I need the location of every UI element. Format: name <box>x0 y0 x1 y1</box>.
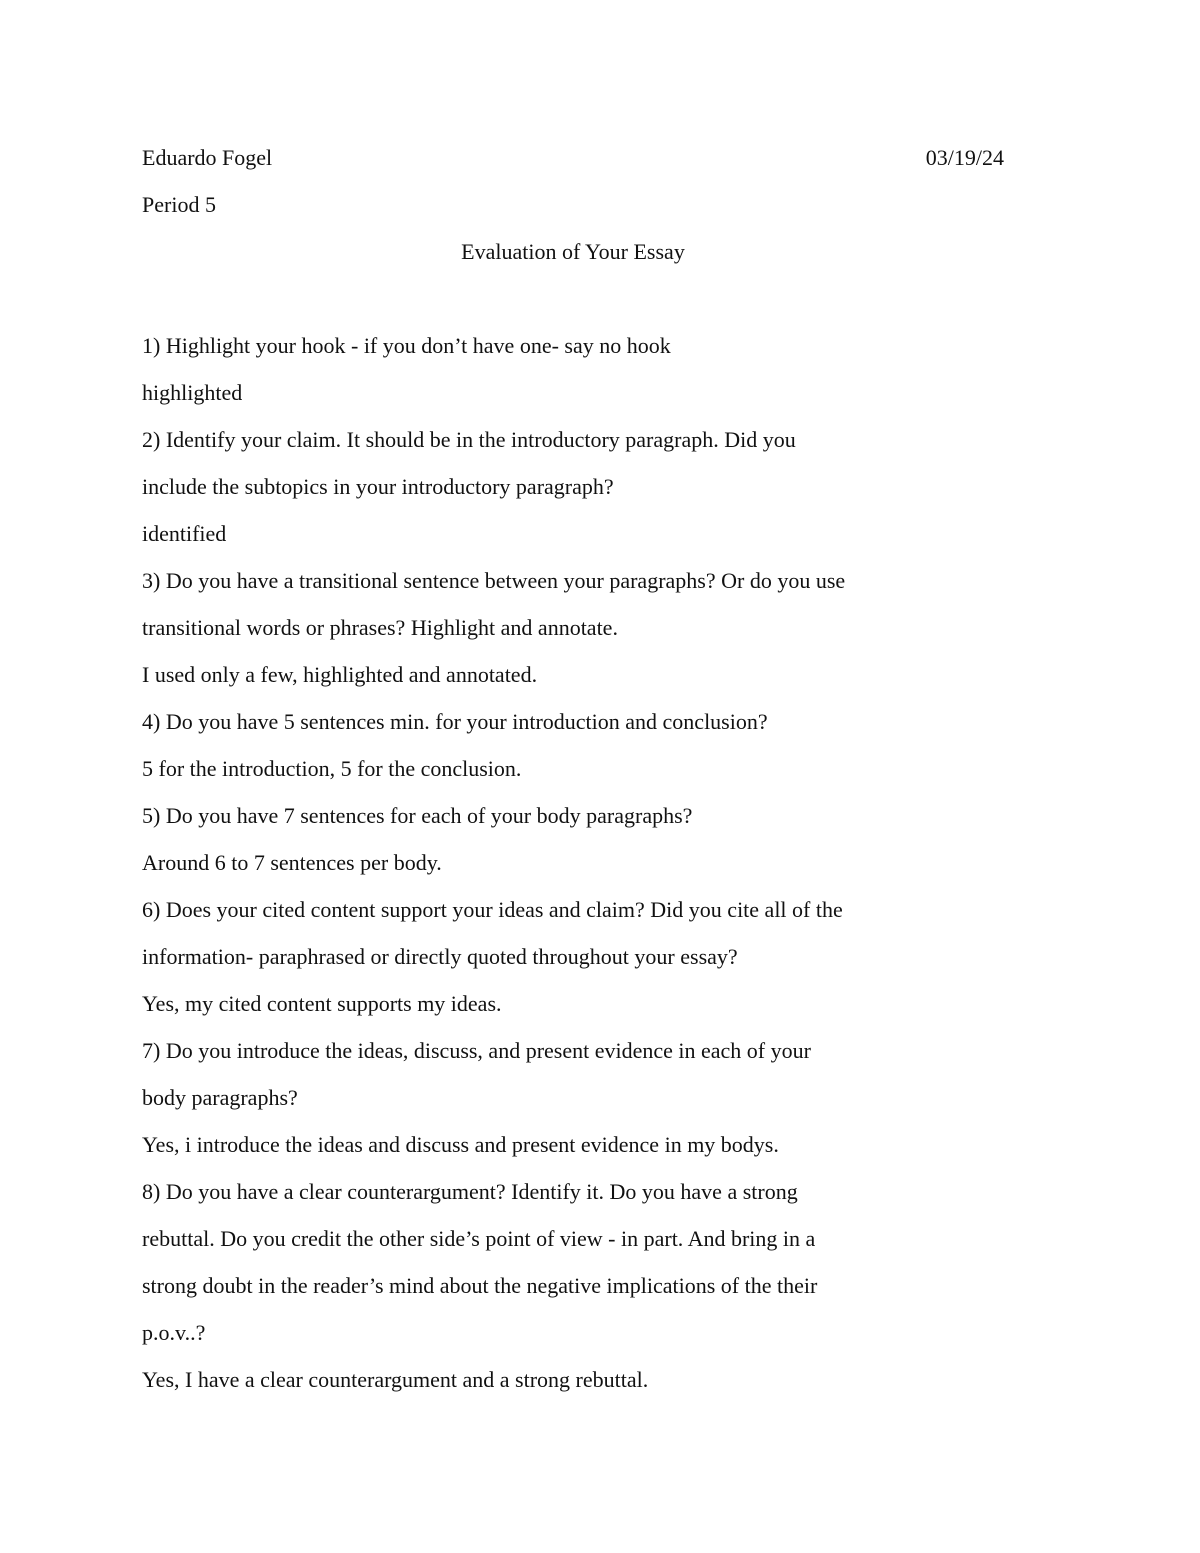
text-line: 7) Do you introduce the ideas, discuss, and present evidence in each of your <box>142 1038 811 1063</box>
text-line: 3) Do you have a transitional sentence between your paragraphs? Or do you use <box>142 568 846 593</box>
text-line: 1) Highlight your hook - if you don’t have one- say no hook <box>142 333 671 358</box>
student-name: Eduardo Fogel <box>142 145 273 170</box>
text-line: Yes, I have a clear counterargument and a strong rebuttal. <box>142 1367 649 1392</box>
text-line: identified <box>142 521 227 546</box>
text-line: transitional words or phrases? Highlight and annotate. <box>142 615 618 640</box>
text-line: I used only a few, highlighted and annotated. <box>142 662 538 687</box>
text-line: 5 for the introduction, 5 for the conclusion. <box>142 756 522 781</box>
text-line: 6) Does your cited content support your ideas and claim? Did you cite all of the <box>142 897 843 922</box>
document-body <box>142 140 1004 1409</box>
text-line: body paragraphs? <box>142 1085 298 1110</box>
text-line: p.o.v..? <box>142 1320 206 1345</box>
text-line: include the subtopics in your introductory paragraph? <box>142 474 614 499</box>
class-period: Period 5 <box>142 192 216 217</box>
text-line: 2) Identify your claim. It should be in the introductory paragraph. Did you <box>142 427 796 452</box>
text-line: information- paraphrased or directly quoted throughout your essay? <box>142 944 738 969</box>
text-line: Yes, my cited content supports my ideas. <box>142 991 502 1016</box>
document-title: Evaluation of Your Essay <box>461 239 685 264</box>
text-line: strong doubt in the reader’s mind about the negative implications of the their <box>142 1273 818 1298</box>
document-date: 03/19/24 <box>925 145 1004 170</box>
text-line: highlighted <box>142 380 243 405</box>
text-line: 5) Do you have 7 sentences for each of your body paragraphs? <box>142 803 693 828</box>
text-line: Yes, i introduce the ideas and discuss and present evidence in my bodys. <box>142 1132 779 1157</box>
blank-line <box>142 281 1004 328</box>
header-row <box>142 140 1004 187</box>
text-line: 4) Do you have 5 sentences min. for your introduction and conclusion? <box>142 709 768 734</box>
text-line: 8) Do you have a clear counterargument? Identify it. Do you have a strong <box>142 1179 798 1204</box>
text-line: Around 6 to 7 sentences per body. <box>142 850 442 875</box>
text-line: rebuttal. Do you credit the other side’s point of view - in part. And bring in a <box>142 1226 816 1251</box>
